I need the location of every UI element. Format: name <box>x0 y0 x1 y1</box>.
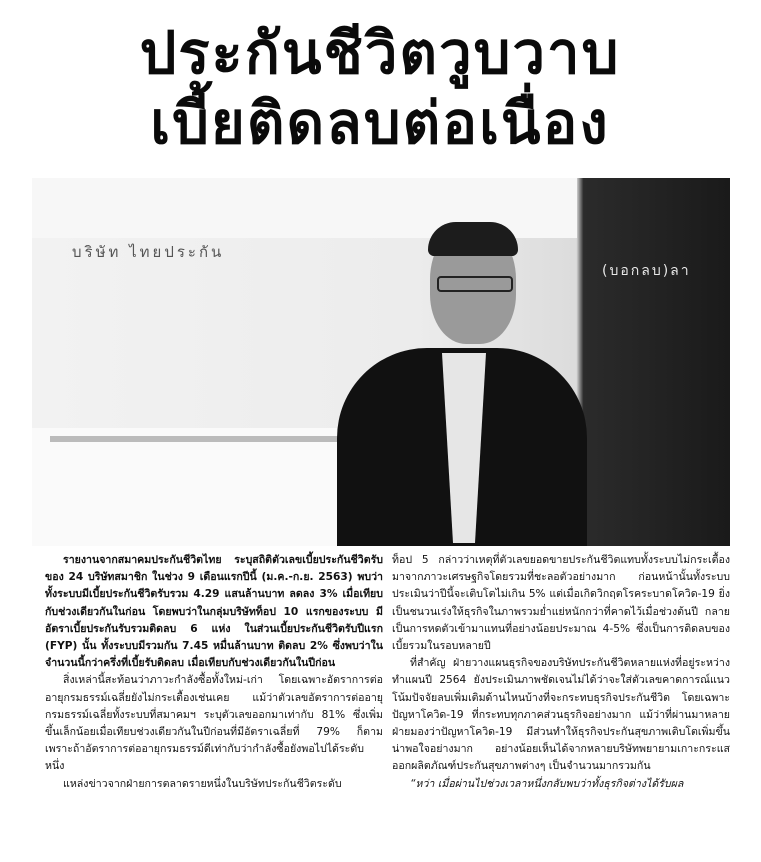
right-column <box>392 552 730 793</box>
person-glasses <box>437 276 513 292</box>
quote-paragraph: “หว่า เมื่อผ่านไปช่วงเวลาหนึ่งกลับพบว่าทั้งธุรกิจต่างได้รับผล <box>410 777 684 790</box>
photo-sign-left: บริษัท ไทยประกัน <box>72 243 225 261</box>
headline <box>30 18 730 158</box>
headline-line-2: เบี้ยติดลบต่อเนื่อง <box>150 89 610 157</box>
photo-sign-right: (บอกลบ)ลา <box>602 263 691 279</box>
paragraph: สิ่งเหล่านี้สะท้อนว่าภาวะกำลังซื้อทั้งใหม่-เก่า โดยเฉพาะอัตราการต่ออายุกรมธรรม์เฉลี่ยยังไม่กระเตื้องเช่นเคย แม้ว่าตัวเลขอัตราการต่ออายุกรมธรรม์เฉลี่ยทั้งระบบที่สมาคมฯ ระบุตัวเลขออกมาเท่ากับ 81% ซึ่งเพิ่มขึ้นเล็กน้อยเมื่อเทียบช่วงเดียวกันในปีก่อนที่มีอัตราเฉลี่ยที่ 79% ก็ตาม เพราะถ้าอัตราการต่ออายุกรมธรรม์ดีเท่ากับว่ากำลังซื้อยังพอไปได้ระดับหนึ่ง <box>45 674 383 773</box>
person-hair <box>428 222 518 256</box>
paragraph: ท็อป 5 กล่าวว่าเหตุที่ตัวเลขยอดขายประกันชีวิตแทบทั้งระบบไม่กระเตื้อง มาจากภาวะเศรษฐกิจโดยรวมที่ชะลอตัวอย่างมาก ก่อนหน้านั้นทั้งระบบประเมินว่าปีนี้จะเติบโตไม่เกิน 5% แต่เมื่อเกิดวิกฤตโรคระบาดโควิด-19 ยิ่งเป็นชนวนเร่งให้ธุรกิจในภาพรวมย่ำแย่หนักกว่าที่คาดไว้เมื่อช่วงต้นปี กลายเป็นการหดตัวเข้ามาแทนที่อย่างน้อยประมาณ 4-5% ซึ่งเป็นการติดลบของเบี้ยรวมในรอบหลายปี <box>392 554 730 653</box>
left-column <box>45 552 383 793</box>
paragraph: ที่สำคัญ ฝ่ายวางแผนธุรกิจของบริษัทประกันชีวิตหลายแห่งที่อยู่ระหว่างทำแผนปี 2564 ยังประเมินภาพชัดเจนไม่ได้ว่าจะใส่ตัวเลขคาดการณ์แนวโน้มปัจจัยลบเพิ่มเติมด้านไหนบ้างที่จะกระทบธุรกิจประกันชีวิต โดยเฉพาะปัญหาโควิด-19 ที่กระทบทุกภาคส่วนธุรกิจอย่างมาก แม้ว่าที่ผ่านมาหลายฝ่ายมองว่าปัญหาโควิด-19 มีส่วนทำให้ธุรกิจประกันสุขภาพเติบโตเพิ่มขึ้นน่าพอใจอย่างมาก อย่างน้อยเห็นได้จากหลายบริษัทพยายามเกาะกระแสออกผลิตภัณฑ์ประกันสุขภาพต่างๆ เป็นจำนวนมากรวมกัน <box>392 657 730 773</box>
photo-rail <box>50 436 370 442</box>
paragraph: แหล่งข่าวจากฝ่ายการตลาดรายหนึ่งในบริษัทประกันชีวิตระดับ <box>63 777 342 790</box>
lead-paragraph: รายงานจากสมาคมประกันชีวิตไทย ระบุสถิติตัวเลขเบี้ยประกันชีวิตรับของ 24 บริษัทสมาชิก ในช่วง 9 เดือนแรกปีนี้ (ม.ค.-ก.ย. 2563) พบว่าทั้งระบบมีเบี้ยประกันชีวิตรับรวม 4.29 แสนล้านบาท ลดลง 3% เมื่อเทียบกับช่วงเดียวกันในก่อน โดยพบว่าในกลุ่มบริษัทท็อป 10 แรกของระบบ มีอัตราเบี้ยประกันรับรวมติดลบ 6 แห่ง ในส่วนเบี้ยประกันชีวิตรับปีแรก (FYP) นั้น ทั้งระบบมีรวมกัน 7.45 หมื่นล้านบาท ติดลบ 2% ซึ่งพบว่าในจำนวนนี้กว่าครึ่งที่เบี้ยรับติดลบ เมื่อเทียบกับช่วงเดียวกันในปีก่อน <box>45 554 383 670</box>
article-photo <box>32 178 730 546</box>
headline-line-1: ประกันชีวิตวูบวาบ <box>139 19 621 87</box>
